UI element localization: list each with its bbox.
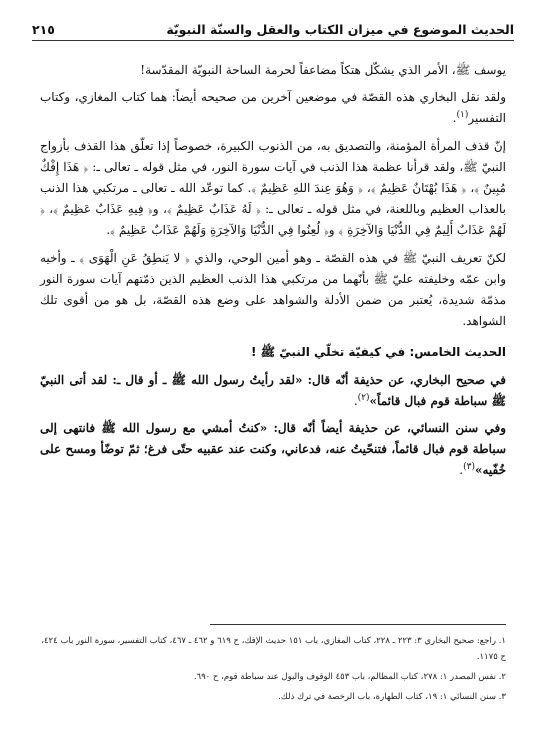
header-title: الحديث الموضوع في ميزان الكتاب والعقل والسنّة النبويّة [166,21,514,37]
footnote-2: ٢. نفس المصدر ١: ٢٧٨، كتاب المظالم، باب ٤٥٣ الوقوف والبول عند سباطة قوم، ح ٦٩٠. [193,672,506,682]
main-text [40,60,506,488]
paragraph-1 [40,60,506,81]
running-header [32,16,514,42]
footnote-ref-1[interactable]: (١) [456,110,469,121]
paragraph-3-text: إنّ قذف المرأة المؤمنة، والتصديق به، من الذنوب الكبيرة، خصوصاً إذا تعلّق هذا القذف بأزواج النبيّ ﷺ، ولقد قرأنا عظمة هذا الذنب في آيات سورة النور، في مثل قوله ـ تعالى ـ: ﴿ هَذَا إِفْكٌ مُبِينٌ ﴾، ﴿ هَذَا بُهْتَانٌ عَظِيمٌ ﴾، ﴿ وَهُوَ عِندَ اللهِ عَظِيمٌ ﴾. كما توعّد الله ـ تعالى ـ مرتكبي هذا الذنب بالعذاب العظيم وباللعنة، في مثل قوله ـ تعالى ـ: ﴿ لَهُ عَذَابٌ عَظِيمٌ ﴾، و﴿ فِيهِ عَذَابٌ عَظِيمٌ ﴾، ﴿ لَهُمْ عَذَابٌ أَلِيمٌ فِي الدُّنْيَا وَالآخِرَةِ ﴾ و﴿ لُعِنُوا فِي الدُّنْيَا وَالآخِرَةِ وَلَهُمْ عَذَابٌ عَظِيمٌ ﴾. [40,138,506,238]
paragraph-6-text: وفي سنن النسائي، عن حذيفة أيضاً أنّه قال: «كنتُ أمشي مع رسول الله ﷺ فانتهى إلى سباطة قوم فبال قائماً، فتنحّيتُ عنه، فدعاني، وكنت عند عقبيه حتّى فرغ؛ ثمّ توضّأ ومسح على خُفّيه» [40,421,506,478]
paragraph-4-text: لكنّ تعريف النبيّ ﷺ في هذه القصّة ـ وهو أمين الوحي، والذي ﴿ لا يَنطِقُ عَنِ الْهَوَى ﴾ ـ وأخيه وابن عمّه وخليفته عليّ ﷺ بأنّهما من مرتكبي هذا الذنب العظيم الذين ذمّتهم آيات سورة النور مذمّة شديدة، يُعتبر من ضمن الأدلة والشواهد على وضع هذه القصّة، بل هو من أقوى تلك الشواهد. [40,250,507,329]
footnote-3: ٣. سنن النسائي ١: ١٩، كتاب الطهارة، باب الرخصة في ترك ذلك. [278,692,506,702]
footnotes [40,633,506,709]
paragraph-6: وفي سنن النسائي، عن حذيفة أيضاً أنّه قال: «كنتُ أمشي مع رسول الله ﷺ فانتهى إلى سباطة قوم فبال قائماً، فتنحّيتُ عنه، فدعاني، وكنت عند عقبيه حتّى فرغ؛ ثمّ توضّأ ومسح على خُفّيه»$^{(٣)}$. [40,421,506,478]
footnote-divider [210,624,506,625]
paragraph-3 [40,136,506,242]
paragraph-4 [40,248,506,333]
paragraph-5: في صحيح البخاري، عن حذيفة أنّه قال: «لقد رأيتُ رسول الله ﷺ ـ أو قال ـ: لقد أتى النبيّ ﷺ سباطة قوم فبال قائماً»$^{(٢)}$. [40,372,506,408]
footnote-ref-2[interactable]: (٢) [357,392,370,403]
header-divider [32,40,514,41]
paragraph-5-text: في صحيح البخاري، عن حذيفة أنّه قال: «لقد رأيتُ رسول الله ﷺ ـ أو قال ـ: لقد أتى النبيّ ﷺ سباطة قوم فبال قائماً» [40,372,506,408]
paragraph-2-text: ولقد نقل البخاري هذه القصّة في موضعين آخرين من صحيحه أيضاً: هما كتاب المغازي، وكتاب التفسير [40,90,506,126]
paragraph-2: ولقد نقل البخاري هذه القصّة في موضعين آخرين من صحيحه أيضاً: هما كتاب المغازي، وكتاب التفسير$^{(١)}$. [40,90,506,126]
paragraph-1-text: يوسف ﷺ، الأمر الذي يشكّل هتكاً مضاعفاً لحرمة الساحة النبويّة المقدّسة! [140,63,506,77]
footnote-1: ١. راجع: صحيح البخاري ٣: ٢٢٣ ـ ٢٢٨، كتاب المغازي، باب ١٥١ حديث الإفك، ح ٦١٩ و ٤٦٢ ـ ٤٦٧، كتاب التفسير، سورة النور باب ٤٢٤، ح ١١٧٥. [41,636,506,662]
page-number: ٢١٥ [32,21,55,37]
footnote-ref-3[interactable]: (٣) [463,462,475,473]
section-heading: الحديث الخامس: في كيفيّة تخلّي النبيّ ﷺ ! [250,345,506,360]
